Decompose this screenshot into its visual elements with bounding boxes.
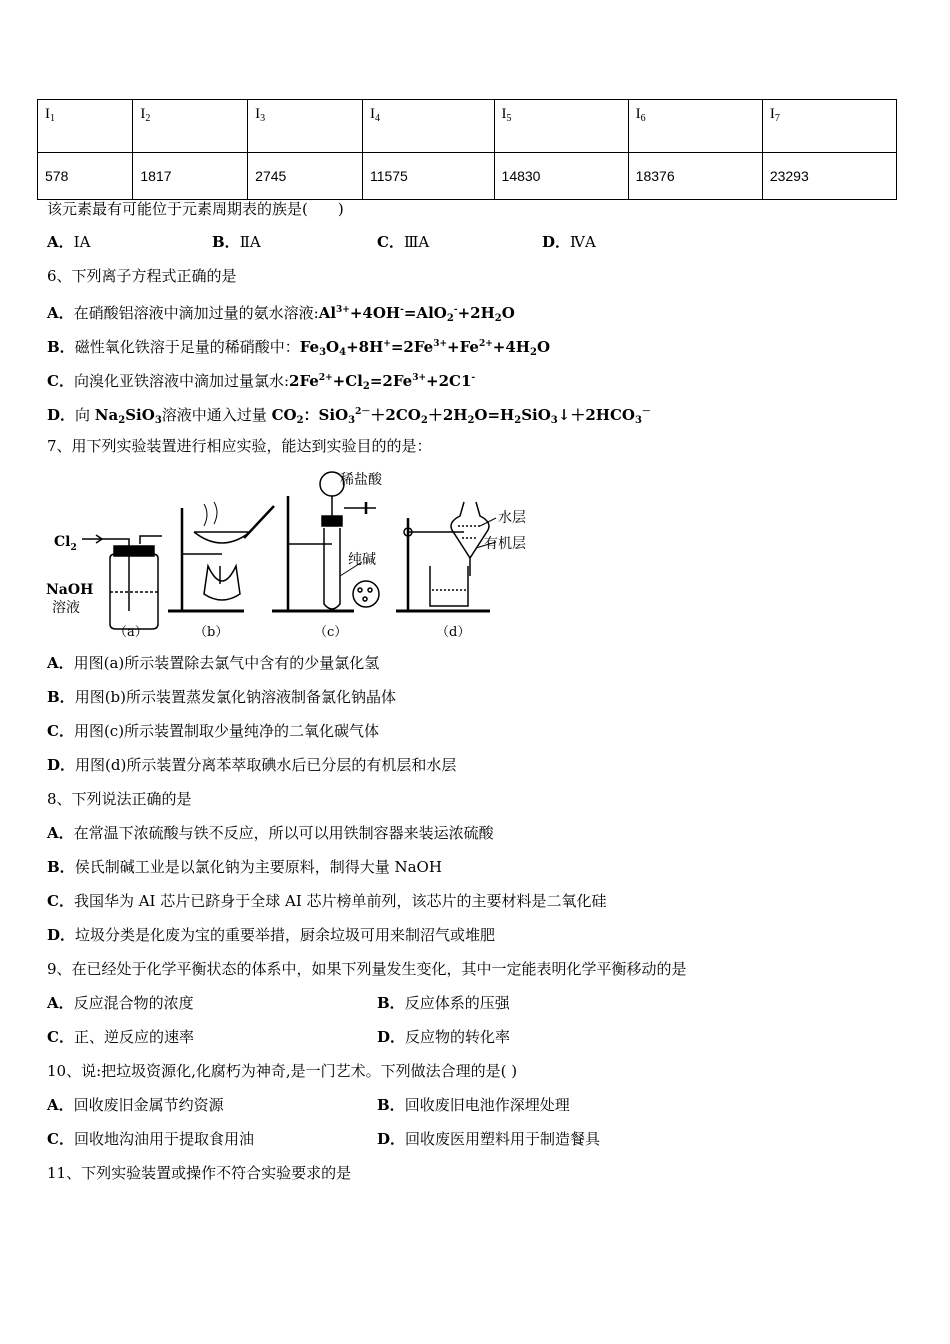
question-8-option-c: C．我国华为 AI 芯片已跻身于全球 AI 芯片榜单前列，该芯片的主要材料是二氧化硅: [47, 892, 607, 910]
option-b: B．反应体系的压强: [377, 994, 510, 1012]
option-c: C．回收地沟油用于提取食用油: [47, 1130, 254, 1148]
dilute-hcl-label: 稀盐酸: [340, 472, 382, 488]
table-cell: 23293: [762, 153, 896, 200]
option-c: C．ⅢA: [377, 233, 430, 251]
question-9-options-row-1: [47, 993, 510, 1013]
question-8-option-d: D．垃圾分类是化废为宝的重要举措，厨余垃圾可用来制沼气或堆肥: [47, 926, 496, 944]
question-6-option-c: C．向溴化亚铁溶液中滴加过量氯水$:2Fe^{2+}+Cl_2=2Fe^{3+}+2C1^-$: [47, 372, 476, 392]
table-cell: 578: [38, 153, 133, 200]
apparatus-d: [396, 502, 526, 640]
water-layer-label: 水层: [498, 510, 526, 526]
question-5-stem: 该元素最有可能位于元素周期表的族是( ): [47, 200, 344, 218]
option-d: D．ⅣA: [542, 233, 596, 251]
apparatus-c: [272, 471, 383, 640]
table-cell: 1817: [133, 153, 248, 200]
question-6-stem: 6、下列离子方程式正确的是: [47, 267, 237, 285]
table-cell: 14830: [494, 153, 628, 200]
apparatus-figure: [44, 466, 534, 644]
naoh-label: NaOH: [46, 582, 94, 598]
apparatus-a: [46, 534, 162, 640]
question-7-stem: 7、用下列实验装置进行相应实验，能达到实验目的的是：: [47, 437, 432, 455]
question-11-stem: 11、下列实验装置或操作不符合实验要求的是: [47, 1164, 352, 1182]
ionization-energy-table: [37, 99, 897, 200]
question-8-option-a: A．在常温下浓硫酸与铁不反应，所以可以用铁制容器来装运浓硫酸: [47, 824, 494, 842]
option-d: D．反应物的转化率: [377, 1028, 511, 1046]
question-7-option-a: A．用图(a)所示装置除去氯气中含有的少量氯化氢: [47, 654, 380, 672]
question-10-options-row-2: [47, 1129, 601, 1149]
table-header-cell: $I_7$: [762, 100, 896, 153]
table-header-row: [38, 100, 897, 153]
solution-label: 溶液: [52, 600, 80, 616]
label-a: （a）: [114, 625, 148, 640]
option-d: D．回收废医用塑料用于制造餐具: [377, 1130, 601, 1148]
question-6-option-a: A．在硝酸铝溶液中滴加过量的氨水溶液$:Al^{3+}+4OH^-=AlO_2^-+2H_2O$: [47, 304, 515, 324]
question-10-options-row-1: [47, 1095, 570, 1115]
question-7-option-c: C．用图(c)所示装置制取少量纯净的二氧化碳气体: [47, 722, 380, 740]
apparatus-b: [168, 502, 274, 640]
organic-layer-label: 有机层: [484, 536, 526, 552]
question-6-option-d: D．向 $Na_2SiO_3$溶液中通入过量 $CO_2$：$SiO_3^{2-}+2CO_2+2H_2O=H_2SiO_3↓+2HCO_3^-$: [47, 406, 651, 426]
table-header-cell: $I_2$: [133, 100, 248, 153]
table-cell: 18376: [628, 153, 762, 200]
table-header-cell: $I_5$: [494, 100, 628, 153]
question-9-options-row-2: [47, 1027, 511, 1047]
option-c: C．正、逆反应的速率: [47, 1028, 194, 1046]
question-10-stem: 10、说:把垃圾资源化,化腐朽为神奇,是一门艺术。下列做法合理的是( ): [47, 1062, 518, 1080]
table-header-cell: $I_6$: [628, 100, 762, 153]
option-a: A．反应混合物的浓度: [47, 994, 194, 1012]
table-row: [38, 153, 897, 200]
soda-label: 纯碱: [348, 552, 376, 568]
cl2-label: $Cl_2$: [54, 534, 77, 553]
option-a: A．ⅠA: [47, 233, 91, 251]
question-8-option-b: B．侯氏制碱工业是以氯化钠为主要原料，制得大量 NaOH: [47, 858, 442, 876]
table-cell: 11575: [362, 153, 494, 200]
label-c: （c）: [314, 625, 348, 640]
label-b: （b）: [194, 625, 229, 640]
option-b: B．回收废旧电池作深埋处理: [377, 1096, 570, 1114]
question-9-stem: 9、在已经处于化学平衡状态的体系中，如果下列量发生变化，其中一定能表明化学平衡移动的是: [47, 960, 687, 978]
table-header-cell: $I_1$: [38, 100, 133, 153]
question-7-option-b: B．用图(b)所示装置蒸发氯化钠溶液制备氯化钠晶体: [47, 688, 396, 706]
question-6-option-b: B．磁性氧化铁溶于足量的稀硝酸中：$Fe_3O_4+8H^+=2Fe^{3+}+Fe^{2+}+4H_2O$: [47, 338, 551, 358]
table-cell: 2745: [248, 153, 363, 200]
table-header-cell: $I_3$: [248, 100, 363, 153]
table-header-cell: $I_4$: [362, 100, 494, 153]
question-8-stem: 8、下列说法正确的是: [47, 790, 192, 808]
label-d: （d）: [436, 625, 471, 640]
option-b: B．ⅡA: [212, 233, 261, 251]
option-a: A．回收废旧金属节约资源: [47, 1096, 224, 1114]
question-7-option-d: D．用图(d)所示装置分离苯萃取碘水后已分层的有机层和水层: [47, 756, 457, 774]
